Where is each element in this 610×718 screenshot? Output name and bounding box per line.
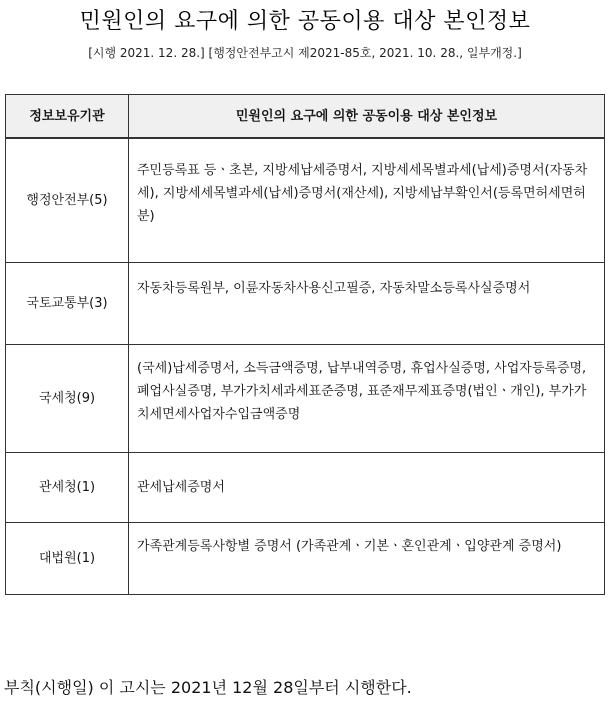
document-title: 민원인의 요구에 의한 공동이용 대상 본인정보 (79, 9, 531, 34)
agency-cell: 관세청(1) (6, 452, 129, 522)
agency-cell: 행정안전부(5) (6, 138, 129, 262)
info-cell: 주민등록표 등ㆍ초본, 지방세납세증명서, 지방세세목별과세(납세)증명서(자동차세), 지방세세목별과세(납세)증명서(재산세), 지방세납부확인서(등록면허세면허분) (129, 138, 605, 262)
info-table (5, 94, 605, 595)
table-row (6, 452, 605, 522)
footer-note: 부칙(시행일) 이 고시는 2021년 12월 28일부터 시행한다. (4, 678, 412, 697)
table-header-row (6, 95, 605, 139)
agency-cell: 국세청(9) (6, 344, 129, 452)
document-subtitle: [시행 2021. 12. 28.] [행정안전부고시 제2021-85호, 2021. 10. 28., 일부개정.] (88, 46, 522, 60)
info-cell: (국세)납세증명서, 소득금액증명, 납부내역증명, 휴업사실증명, 사업자등록증명, 폐업사실증명, 부가가치세과세표준증명, 표준재무제표증명(법인ㆍ개인), 부가가치세면세사업자수입금액증명 (129, 344, 605, 452)
info-cell: 관세납세증명서 (129, 452, 605, 522)
agency-cell: 국토교통부(3) (6, 262, 129, 344)
info-cell: 자동차등록원부, 이륜자동차사용신고필증, 자동차말소등록사실증명서 (129, 262, 605, 344)
column-header-info: 민원인의 요구에 의한 공동이용 대상 본인정보 (129, 95, 605, 139)
table-row (6, 344, 605, 452)
info-cell: 가족관계등록사항별 증명서 (가족관계ㆍ기본ㆍ혼인관계ㆍ입양관계 증명서) (129, 522, 605, 594)
table-row (6, 522, 605, 594)
table-row (6, 138, 605, 262)
column-header-agency: 정보보유기관 (6, 95, 129, 139)
table-row (6, 262, 605, 344)
agency-cell: 대법원(1) (6, 522, 129, 594)
